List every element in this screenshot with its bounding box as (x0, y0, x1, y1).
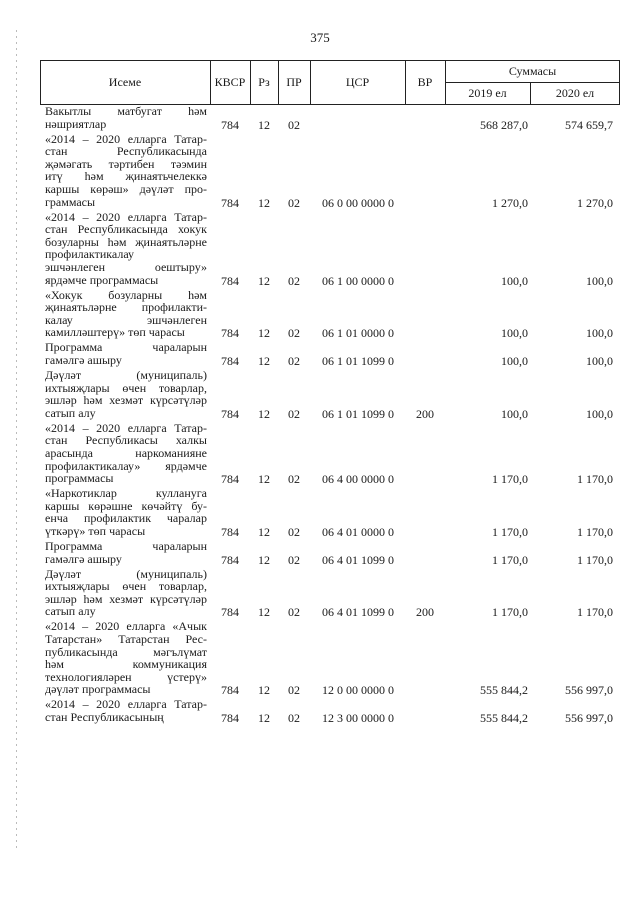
cell-kvsr: 784 (221, 195, 239, 210)
cell-csr: 06 1 01 0000 0 (322, 326, 394, 341)
row-name-line: арасында наркоманияне (45, 445, 207, 460)
row-name-line: Дәүләт (муниципаль) (45, 368, 207, 382)
cell-pr: 02 (288, 326, 300, 341)
cell-rz: 12 (258, 117, 270, 132)
row-name-line: һәм коммуникация (45, 657, 207, 672)
cell-y2020: 556 997,0 (565, 683, 613, 698)
row-name (45, 133, 207, 209)
cell-y2020: 1 170,0 (577, 472, 613, 487)
cell-y2019: 1 170,0 (492, 605, 528, 620)
cell-y2020: 1 170,0 (577, 552, 613, 567)
header-rz: Рз (258, 75, 270, 89)
cell-kvsr: 784 (221, 683, 239, 698)
cell-vr: 200 (416, 605, 434, 620)
row-name-line: каршы көрәшне көчәйтү бу- (45, 498, 207, 513)
cell-kvsr: 784 (221, 472, 239, 487)
cell-kvsr: 784 (221, 117, 239, 132)
row-name-line: эшләр һәм хезмәт күрсәтүләр (45, 591, 207, 606)
table-row (0, 133, 640, 209)
cell-y2019: 100,0 (501, 406, 528, 421)
cell-csr: 06 4 01 1099 0 (322, 552, 394, 567)
row-name-line: технологияләрен үстерү» (45, 669, 207, 684)
row-name-line: «2014 – 2020 елларга Татар- (45, 131, 207, 146)
row-name (45, 369, 207, 419)
cell-pr: 02 (288, 710, 300, 725)
table-row (0, 568, 640, 618)
cell-csr: 06 1 01 1099 0 (322, 406, 394, 421)
row-name-line: граммасы (45, 194, 96, 209)
cell-csr: 06 4 00 0000 0 (322, 472, 394, 487)
header-vr: ВР (417, 75, 433, 89)
row-name-line: «2014 – 2020 елларга «Ачык (45, 619, 207, 634)
cell-kvsr: 784 (221, 605, 239, 620)
cell-kvsr: 784 (221, 353, 239, 368)
cell-y2019: 100,0 (501, 326, 528, 341)
row-name-line: итү һәм җинаятьчелеккә (45, 169, 207, 184)
cell-rz: 12 (258, 326, 270, 341)
cell-kvsr: 784 (221, 710, 239, 725)
header-csr: ЦСР (345, 75, 370, 89)
row-name (45, 487, 207, 537)
row-name-line: «2014 – 2020 елларга Татар- (45, 420, 207, 435)
cell-y2020: 100,0 (586, 353, 613, 368)
cell-pr: 02 (288, 406, 300, 421)
cell-kvsr: 784 (221, 326, 239, 341)
cell-pr: 02 (288, 524, 300, 539)
row-name-line: стан Республикасының (45, 709, 164, 724)
cell-pr: 02 (288, 472, 300, 487)
row-name-line: ихтыяҗлары өчен товарлар, (45, 579, 207, 594)
cell-rz: 12 (258, 605, 270, 620)
table-row (0, 341, 640, 366)
cell-rz: 12 (258, 472, 270, 487)
header-kvsr: КВСР (214, 75, 246, 89)
row-name-line: каршы көрәш» дәүләт про- (45, 181, 207, 196)
row-name-line: җинаятьләрне профилакти- (45, 300, 207, 315)
row-name-line: Программа чараларын (45, 340, 207, 355)
cell-rz: 12 (258, 552, 270, 567)
row-name (45, 568, 207, 618)
row-name-line: сатып алу (45, 604, 96, 619)
cell-pr: 02 (288, 605, 300, 620)
header-pr: ПР (286, 75, 302, 89)
cell-rz: 12 (258, 524, 270, 539)
row-name-line: бозуларны һәм җинаятьләрне (45, 234, 207, 249)
page-number: 375 (310, 30, 330, 45)
row-name (45, 620, 207, 696)
row-name-line: үткәрү» төп чарасы (45, 523, 146, 538)
row-name-line: гамәлгә ашыру (45, 551, 122, 566)
cell-csr: 06 4 01 1099 0 (322, 605, 394, 620)
header-name: Исеме (108, 75, 142, 89)
row-name-line: калау эшчәнлеген (45, 312, 207, 327)
row-name-line: «Наркотиклар куллануга (45, 486, 207, 501)
cell-rz: 12 (258, 195, 270, 210)
row-name-line: Программа чараларын (45, 539, 207, 553)
cell-y2019: 100,0 (501, 273, 528, 288)
cell-y2020: 100,0 (586, 406, 613, 421)
row-name-line: ярдәмче программасы (45, 272, 159, 287)
cell-pr: 02 (288, 195, 300, 210)
cell-y2020: 574 659,7 (565, 117, 613, 132)
row-name-line: эшчәнлеген оештыру» (45, 259, 207, 274)
table-row (0, 698, 640, 723)
cell-kvsr: 784 (221, 406, 239, 421)
cell-y2019: 555 844,2 (480, 710, 528, 725)
table-row (0, 540, 640, 565)
row-name (45, 540, 207, 565)
cell-csr: 06 1 00 0000 0 (322, 273, 394, 288)
cell-y2020: 1 170,0 (577, 605, 613, 620)
table-row (0, 422, 640, 485)
row-name (45, 105, 207, 130)
row-name-line: ихтыяҗлары өчен товарлар, (45, 380, 207, 395)
row-name-line: профилактикалау (45, 247, 135, 262)
table-row (0, 620, 640, 696)
cell-y2019: 1 170,0 (492, 524, 528, 539)
table-row (0, 487, 640, 537)
cell-rz: 12 (258, 406, 270, 421)
row-name-line: Вакытлы матбугат һәм (45, 104, 207, 118)
row-name-line: «2014 – 2020 елларга Татар- (45, 697, 207, 712)
cell-y2020: 100,0 (586, 273, 613, 288)
cell-y2020: 556 997,0 (565, 710, 613, 725)
cell-kvsr: 784 (221, 552, 239, 567)
cell-csr: 06 4 01 0000 0 (322, 524, 394, 539)
row-name (45, 422, 207, 485)
cell-csr: 06 1 01 1099 0 (322, 353, 394, 368)
row-name-line: дәүләт программасы (45, 682, 151, 697)
row-name-line: сатып алу (45, 405, 96, 420)
cell-rz: 12 (258, 710, 270, 725)
row-name-line: стан Республикасы халкы (45, 433, 207, 448)
row-name-line: профилактикалау» ярдәмче (45, 458, 207, 473)
cell-y2019: 1 170,0 (492, 472, 528, 487)
header-sums: Суммасы (508, 63, 557, 78)
row-name-line: камилләштерү» төп чарасы (45, 325, 185, 340)
cell-csr: 12 0 00 0000 0 (322, 683, 394, 698)
cell-kvsr: 784 (221, 524, 239, 539)
row-name-line: енча профилактик чаралар (45, 511, 207, 526)
row-name-line: «Хокук бозуларны һәм (45, 287, 207, 302)
cell-y2019: 555 844,2 (480, 683, 528, 698)
cell-csr: 06 0 00 0000 0 (322, 195, 394, 210)
cell-vr: 200 (416, 406, 434, 421)
row-name (45, 698, 207, 723)
row-name-line: «2014 – 2020 елларга Татар- (45, 209, 207, 224)
cell-rz: 12 (258, 273, 270, 288)
table-row (0, 105, 640, 130)
cell-y2019: 1 270,0 (492, 195, 528, 210)
header-year-2020: 2020 ел (555, 86, 595, 100)
cell-csr: 12 3 00 0000 0 (322, 710, 394, 725)
row-name-line: стан Республикасында хокук (45, 222, 207, 237)
cell-y2019: 100,0 (501, 353, 528, 368)
row-name-line: публикасында мәгълүмат (45, 644, 207, 659)
table-row (0, 289, 640, 339)
row-name-line: гамәлгә ашыру (45, 352, 122, 367)
cell-y2019: 568 287,0 (480, 117, 528, 132)
header-year-2019: 2019 ел (468, 86, 507, 100)
row-name-line: нәшриятлар (45, 116, 107, 131)
table-row (0, 211, 640, 287)
row-name-line: Дәүләт (муниципаль) (45, 566, 207, 581)
cell-rz: 12 (258, 683, 270, 698)
cell-y2020: 100,0 (586, 326, 613, 341)
cell-y2020: 1 170,0 (577, 524, 613, 539)
cell-rz: 12 (258, 353, 270, 368)
row-name-line: программасы (45, 471, 114, 486)
row-name-line: Татарстан» Татарстан Рес- (45, 631, 207, 646)
cell-y2020: 1 270,0 (577, 195, 613, 210)
row-name-line: җәмәгать тәртибен тәэмин (45, 156, 207, 171)
row-name-line: эшләр һәм хезмәт күрсәтүләр (45, 393, 207, 408)
cell-kvsr: 784 (221, 273, 239, 288)
cell-pr: 02 (288, 117, 300, 132)
row-name-line: стан Республикасында (45, 144, 207, 159)
row-name (45, 289, 207, 339)
cell-pr: 02 (288, 552, 300, 567)
row-name (45, 341, 207, 366)
row-name (45, 211, 207, 287)
cell-pr: 02 (288, 353, 300, 368)
cell-pr: 02 (288, 273, 300, 288)
cell-pr: 02 (288, 683, 300, 698)
cell-y2019: 1 170,0 (492, 552, 528, 567)
table-row (0, 369, 640, 419)
